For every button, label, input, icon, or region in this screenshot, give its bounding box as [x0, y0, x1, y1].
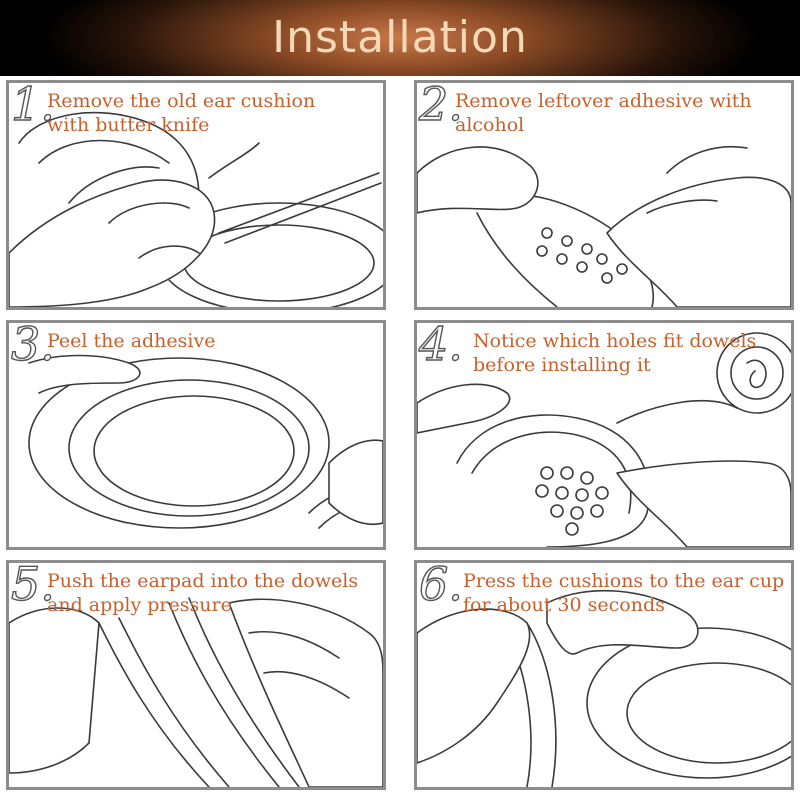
step-4-panel — [414, 320, 794, 550]
step-5-number: 5. — [11, 560, 55, 611]
header-banner — [0, 0, 800, 76]
step-1-number: 1. — [11, 80, 55, 131]
step-4-number: 4. — [419, 320, 463, 371]
step-5-line-2: and apply pressure — [47, 594, 232, 616]
step-3-line-1: Peel the adhesive — [47, 330, 216, 352]
step-5-panel — [6, 560, 386, 790]
step-1-line-1: Remove the old ear cushion — [47, 90, 316, 112]
page-title: Installation — [272, 12, 528, 63]
step-6-text — [463, 569, 794, 617]
step-6-line-2: for about 30 seconds — [463, 594, 665, 616]
step-2-line-1: Remove leftover adhesive with — [455, 90, 752, 112]
step-2-line-2: alcohol — [455, 114, 525, 136]
step-6-line-1: Press the cushions to the ear cup — [463, 570, 785, 592]
step-2-text — [455, 89, 794, 137]
step-2-panel — [414, 80, 794, 310]
step-5-line-1: Push the earpad into the dowels — [47, 570, 359, 592]
step-6-panel — [414, 560, 794, 790]
step-1-line-2: with butter knife — [47, 114, 210, 136]
step-4-line-2: before installing it — [473, 354, 651, 376]
step-1-text — [47, 89, 386, 137]
step-4-line-1: Notice which holes fit dowels — [473, 330, 757, 352]
step-6-number: 6. — [419, 560, 463, 611]
step-2-number: 2. — [419, 80, 463, 131]
step-4-text — [473, 329, 794, 377]
step-1-panel — [6, 80, 386, 310]
step-3-illustration — [9, 323, 383, 547]
step-3-panel — [6, 320, 386, 550]
step-5-text — [47, 569, 386, 617]
step-3-number: 3. — [11, 320, 55, 371]
step-3-text — [47, 329, 386, 353]
